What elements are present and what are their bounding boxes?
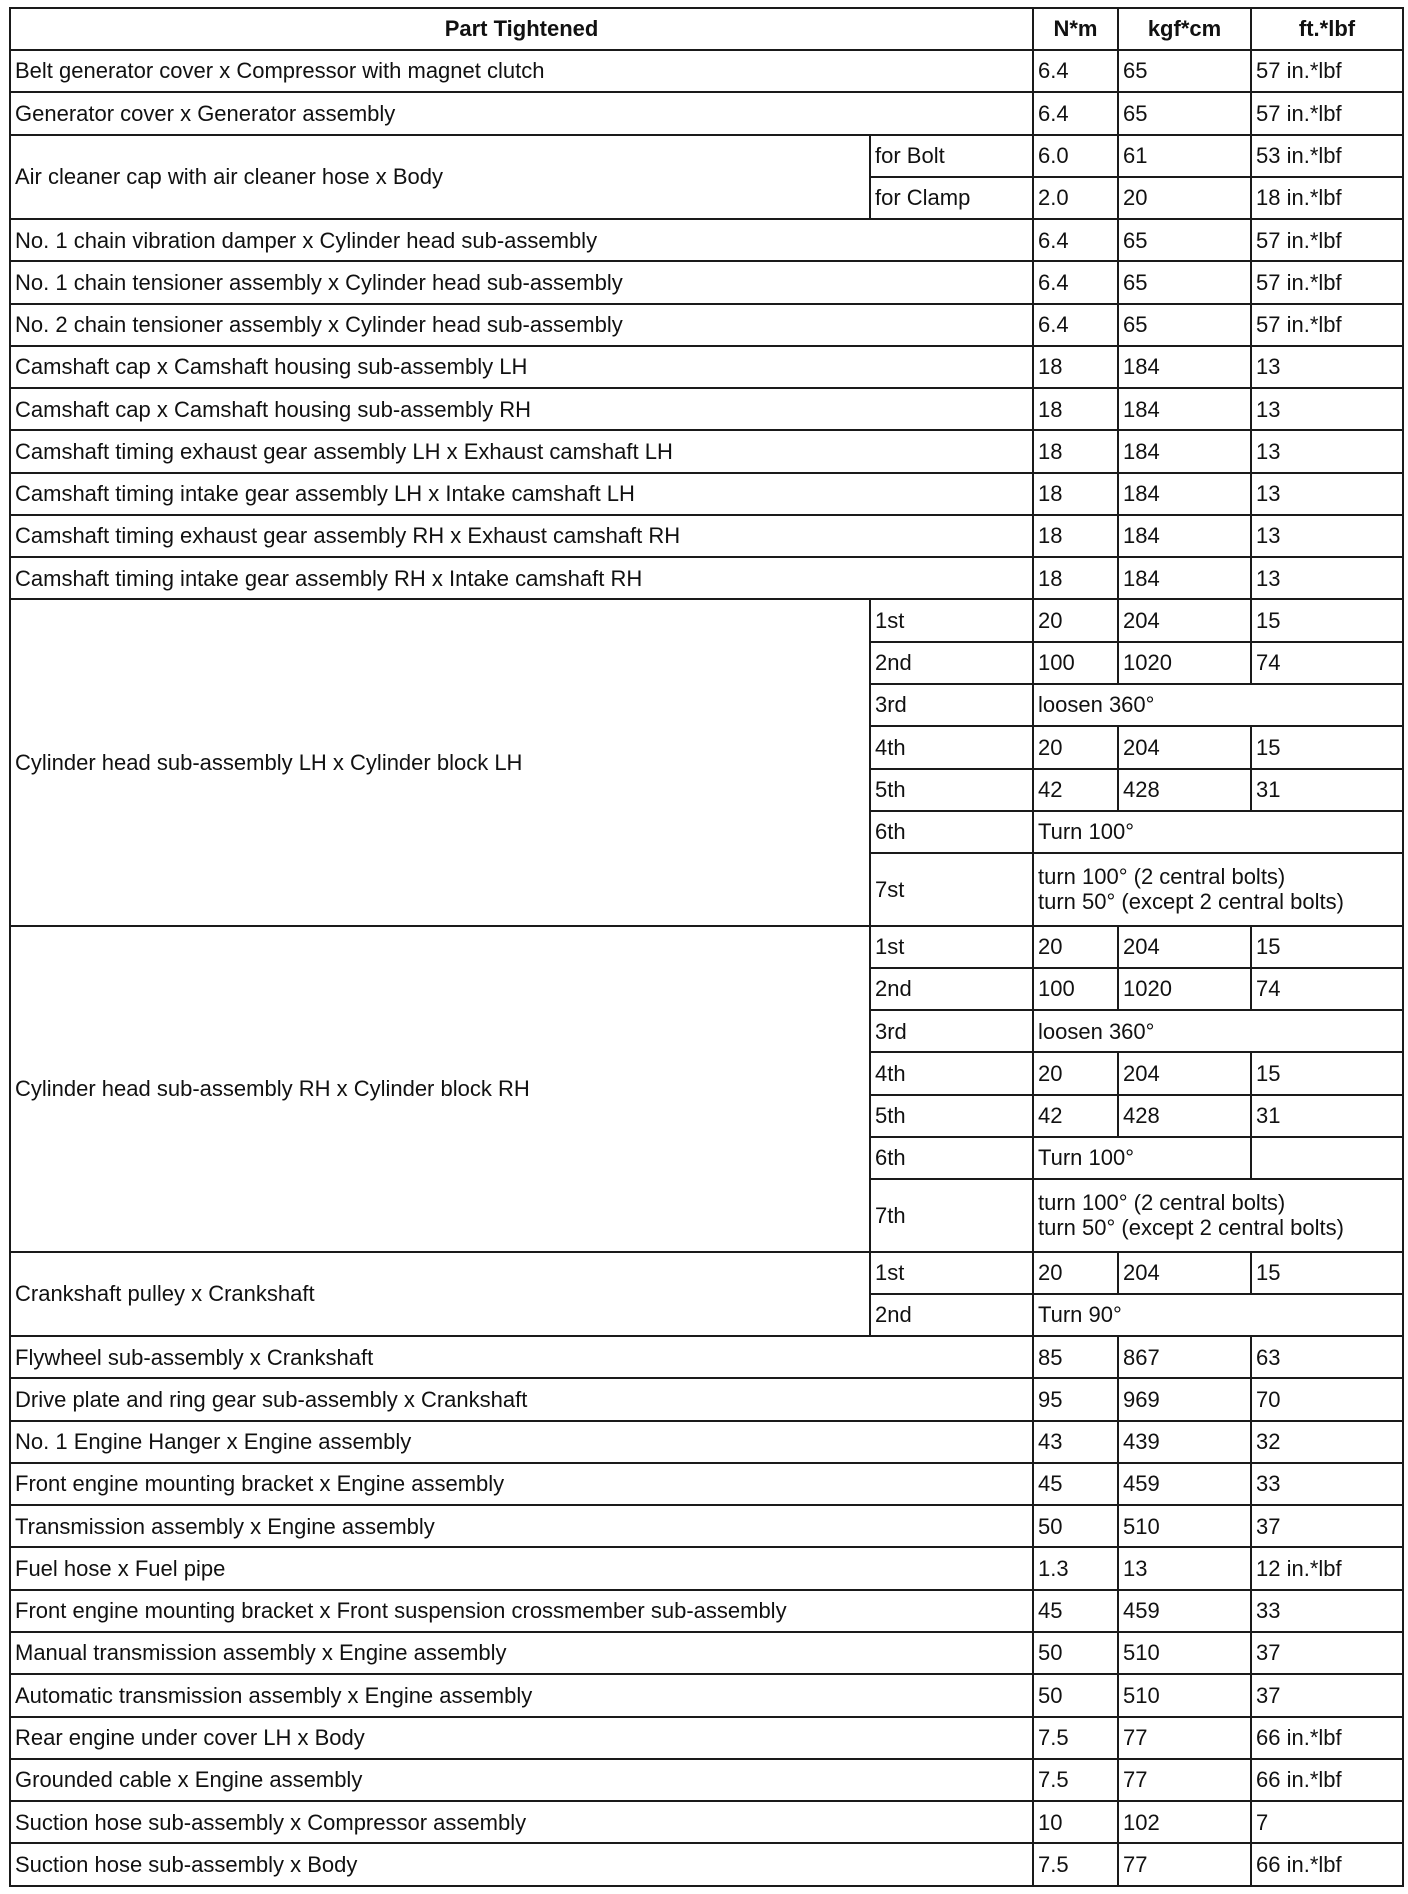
part-name: No. 1 Engine Hanger x Engine assembly — [10, 1421, 1033, 1463]
torque-kgf-cm: 439 — [1118, 1421, 1251, 1463]
part-name: Flywheel sub-assembly x Crankshaft — [10, 1336, 1033, 1378]
torque-nm: 20 — [1033, 926, 1118, 968]
torque-kgf-cm: 867 — [1118, 1336, 1251, 1378]
torque-nm: 6.4 — [1033, 50, 1118, 92]
table-row — [10, 219, 1403, 261]
table-row — [10, 346, 1403, 388]
part-name: Cylinder head sub-assembly LH x Cylinder block LH — [10, 599, 870, 925]
torque-kgf-cm: 65 — [1118, 304, 1251, 346]
header-nm: N*m — [1033, 8, 1118, 50]
torque-nm: 18 — [1033, 557, 1118, 599]
torque-ft-lbf: 12 in.*lbf — [1251, 1547, 1403, 1589]
step-label: 1st — [870, 926, 1033, 968]
torque-kgf-cm: 204 — [1118, 926, 1251, 968]
table-row — [10, 926, 1403, 968]
torque-kgf-cm: 20 — [1118, 177, 1251, 219]
step-label: for Clamp — [870, 177, 1033, 219]
table-row — [10, 1717, 1403, 1759]
torque-ft-lbf: 57 in.*lbf — [1251, 50, 1403, 92]
torque-nm: 18 — [1033, 473, 1118, 515]
step-label: 5th — [870, 769, 1033, 811]
torque-ft-lbf: 33 — [1251, 1463, 1403, 1505]
part-name: Suction hose sub-assembly x Body — [10, 1843, 1033, 1886]
part-name: No. 1 chain vibration damper x Cylinder head sub-assembly — [10, 219, 1033, 261]
torque-kgf-cm: 510 — [1118, 1505, 1251, 1547]
torque-kgf-cm: 184 — [1118, 473, 1251, 515]
step-label: 6th — [870, 811, 1033, 853]
part-name: Transmission assembly x Engine assembly — [10, 1505, 1033, 1547]
torque-nm: 18 — [1033, 430, 1118, 472]
torque-nm: 20 — [1033, 1252, 1118, 1294]
torque-ft-lbf: 57 in.*lbf — [1251, 92, 1403, 134]
part-name: Camshaft cap x Camshaft housing sub-assembly RH — [10, 388, 1033, 430]
part-name: Suction hose sub-assembly x Compressor assembly — [10, 1801, 1033, 1843]
torque-kgf-cm: 102 — [1118, 1801, 1251, 1843]
table-row — [10, 1590, 1403, 1632]
torque-kgf-cm: 204 — [1118, 1052, 1251, 1094]
torque-kgf-cm: 510 — [1118, 1674, 1251, 1716]
step-label: 7st — [870, 853, 1033, 925]
step-label: 7th — [870, 1179, 1033, 1251]
torque-kgf-cm: 184 — [1118, 515, 1251, 557]
torque-ft-lbf: 15 — [1251, 726, 1403, 768]
step-instruction — [1033, 853, 1403, 925]
part-name: No. 1 chain tensioner assembly x Cylinder head sub-assembly — [10, 261, 1033, 303]
torque-ft-lbf: 74 — [1251, 642, 1403, 684]
torque-ft-lbf: 57 in.*lbf — [1251, 304, 1403, 346]
header-kgf-cm: kgf*cm — [1118, 8, 1251, 50]
torque-nm: 50 — [1033, 1505, 1118, 1547]
torque-ft-lbf: 32 — [1251, 1421, 1403, 1463]
torque-kgf-cm: 969 — [1118, 1378, 1251, 1420]
torque-kgf-cm: 77 — [1118, 1717, 1251, 1759]
step-label: 2nd — [870, 1294, 1033, 1336]
torque-ft-lbf: 74 — [1251, 968, 1403, 1010]
torque-ft-lbf: 53 in.*lbf — [1251, 135, 1403, 177]
torque-nm: 42 — [1033, 1095, 1118, 1137]
torque-kgf-cm: 1020 — [1118, 968, 1251, 1010]
part-name: Camshaft timing exhaust gear assembly LH x Exhaust camshaft LH — [10, 430, 1033, 472]
part-name: Camshaft timing intake gear assembly LH x Intake camshaft LH — [10, 473, 1033, 515]
torque-nm: 20 — [1033, 726, 1118, 768]
part-name: Camshaft timing exhaust gear assembly RH x Exhaust camshaft RH — [10, 515, 1033, 557]
step-instruction-line: turn 50° (except 2 central bolts) — [1038, 889, 1344, 915]
torque-kgf-cm: 65 — [1118, 50, 1251, 92]
table-row — [10, 1336, 1403, 1378]
part-name: Camshaft cap x Camshaft housing sub-assembly LH — [10, 346, 1033, 388]
torque-nm: 18 — [1033, 515, 1118, 557]
torque-ft-lbf: 18 in.*lbf — [1251, 177, 1403, 219]
table-row — [10, 1421, 1403, 1463]
torque-ft-lbf: 37 — [1251, 1505, 1403, 1547]
torque-kgf-cm: 204 — [1118, 1252, 1251, 1294]
table-row — [10, 92, 1403, 134]
torque-nm: 2.0 — [1033, 177, 1118, 219]
torque-nm: 7.5 — [1033, 1843, 1118, 1886]
part-name: Crankshaft pulley x Crankshaft — [10, 1252, 870, 1337]
torque-ft-lbf: 66 in.*lbf — [1251, 1843, 1403, 1886]
part-name: Front engine mounting bracket x Engine assembly — [10, 1463, 1033, 1505]
torque-ft-lbf: 13 — [1251, 557, 1403, 599]
torque-nm: 50 — [1033, 1674, 1118, 1716]
table-row — [10, 1378, 1403, 1420]
table-row — [10, 1843, 1403, 1886]
torque-kgf-cm: 1020 — [1118, 642, 1251, 684]
torque-ft-lbf: 66 in.*lbf — [1251, 1717, 1403, 1759]
step-label: 4th — [870, 1052, 1033, 1094]
table-row — [10, 1674, 1403, 1716]
torque-nm: 10 — [1033, 1801, 1118, 1843]
table-row — [10, 1632, 1403, 1674]
step-instruction-line: turn 50° (except 2 central bolts) — [1038, 1215, 1344, 1241]
table-row — [10, 557, 1403, 599]
table-row — [10, 1547, 1403, 1589]
part-name: Rear engine under cover LH x Body — [10, 1717, 1033, 1759]
torque-nm: 42 — [1033, 769, 1118, 811]
torque-ft-lbf: 57 in.*lbf — [1251, 219, 1403, 261]
part-name: No. 2 chain tensioner assembly x Cylinder head sub-assembly — [10, 304, 1033, 346]
step-instruction-line: turn 100° (2 central bolts) — [1038, 1190, 1286, 1216]
torque-ft-lbf: 13 — [1251, 430, 1403, 472]
torque-ft-lbf: 63 — [1251, 1336, 1403, 1378]
empty-cell — [1251, 1137, 1403, 1179]
torque-spec-table — [9, 7, 1404, 1887]
torque-kgf-cm: 184 — [1118, 346, 1251, 388]
torque-nm: 100 — [1033, 642, 1118, 684]
part-name: Front engine mounting bracket x Front suspension crossmember sub-assembly — [10, 1590, 1033, 1632]
torque-nm: 20 — [1033, 599, 1118, 641]
torque-kgf-cm: 184 — [1118, 430, 1251, 472]
table-row — [10, 304, 1403, 346]
part-name: Grounded cable x Engine assembly — [10, 1759, 1033, 1801]
step-label: 6th — [870, 1137, 1033, 1179]
torque-ft-lbf: 37 — [1251, 1632, 1403, 1674]
table-row — [10, 1463, 1403, 1505]
header-row — [10, 8, 1403, 50]
torque-ft-lbf: 15 — [1251, 1252, 1403, 1294]
torque-ft-lbf: 15 — [1251, 926, 1403, 968]
torque-nm: 1.3 — [1033, 1547, 1118, 1589]
torque-nm: 6.4 — [1033, 92, 1118, 134]
torque-nm: 6.4 — [1033, 261, 1118, 303]
torque-nm: 6.4 — [1033, 219, 1118, 261]
torque-nm: 85 — [1033, 1336, 1118, 1378]
table-row — [10, 473, 1403, 515]
torque-kgf-cm: 428 — [1118, 769, 1251, 811]
part-name: Cylinder head sub-assembly RH x Cylinder block RH — [10, 926, 870, 1252]
table-row — [10, 388, 1403, 430]
header-part-tightened: Part Tightened — [10, 8, 1033, 50]
torque-ft-lbf: 33 — [1251, 1590, 1403, 1632]
table-row — [10, 1252, 1403, 1294]
torque-nm: 43 — [1033, 1421, 1118, 1463]
table-row — [10, 1801, 1403, 1843]
torque-kgf-cm: 13 — [1118, 1547, 1251, 1589]
step-label: for Bolt — [870, 135, 1033, 177]
table-row — [10, 50, 1403, 92]
table-row — [10, 261, 1403, 303]
torque-kgf-cm: 459 — [1118, 1590, 1251, 1632]
step-label: 1st — [870, 599, 1033, 641]
torque-ft-lbf: 15 — [1251, 1052, 1403, 1094]
torque-nm: 20 — [1033, 1052, 1118, 1094]
part-name: Automatic transmission assembly x Engine assembly — [10, 1674, 1033, 1716]
torque-kgf-cm: 204 — [1118, 726, 1251, 768]
torque-nm: 18 — [1033, 388, 1118, 430]
torque-kgf-cm: 77 — [1118, 1843, 1251, 1886]
torque-ft-lbf: 57 in.*lbf — [1251, 261, 1403, 303]
torque-kgf-cm: 65 — [1118, 219, 1251, 261]
step-instruction: Turn 90° — [1033, 1294, 1403, 1336]
step-instruction-line: turn 100° (2 central bolts) — [1038, 863, 1286, 889]
torque-ft-lbf: 13 — [1251, 515, 1403, 557]
part-name: Manual transmission assembly x Engine assembly — [10, 1632, 1033, 1674]
step-label: 4th — [870, 726, 1033, 768]
torque-ft-lbf: 37 — [1251, 1674, 1403, 1716]
step-label: 3rd — [870, 684, 1033, 726]
torque-ft-lbf: 66 in.*lbf — [1251, 1759, 1403, 1801]
part-name: Fuel hose x Fuel pipe — [10, 1547, 1033, 1589]
torque-kgf-cm: 65 — [1118, 261, 1251, 303]
part-name: Belt generator cover x Compressor with magnet clutch — [10, 50, 1033, 92]
torque-kgf-cm: 65 — [1118, 92, 1251, 134]
torque-kgf-cm: 184 — [1118, 388, 1251, 430]
part-name: Drive plate and ring gear sub-assembly x Crankshaft — [10, 1378, 1033, 1420]
torque-ft-lbf: 13 — [1251, 473, 1403, 515]
torque-kgf-cm: 428 — [1118, 1095, 1251, 1137]
torque-nm: 45 — [1033, 1590, 1118, 1632]
torque-ft-lbf: 13 — [1251, 388, 1403, 430]
table-body — [10, 50, 1403, 1886]
step-label: 2nd — [870, 642, 1033, 684]
torque-nm: 7.5 — [1033, 1717, 1118, 1759]
torque-ft-lbf: 7 — [1251, 1801, 1403, 1843]
table-row — [10, 515, 1403, 557]
step-instruction — [1033, 1179, 1403, 1251]
torque-ft-lbf: 31 — [1251, 769, 1403, 811]
step-instruction: loosen 360° — [1033, 1010, 1403, 1052]
torque-nm: 50 — [1033, 1632, 1118, 1674]
torque-nm: 6.0 — [1033, 135, 1118, 177]
torque-kgf-cm: 61 — [1118, 135, 1251, 177]
table-row — [10, 135, 1403, 177]
header-ft-lbf: ft.*lbf — [1251, 8, 1403, 50]
step-instruction: Turn 100° — [1033, 1137, 1251, 1179]
torque-kgf-cm: 184 — [1118, 557, 1251, 599]
part-name: Camshaft timing intake gear assembly RH x Intake camshaft RH — [10, 557, 1033, 599]
torque-ft-lbf: 15 — [1251, 599, 1403, 641]
torque-kgf-cm: 77 — [1118, 1759, 1251, 1801]
torque-ft-lbf: 70 — [1251, 1378, 1403, 1420]
step-label: 5th — [870, 1095, 1033, 1137]
torque-nm: 45 — [1033, 1463, 1118, 1505]
part-name: Air cleaner cap with air cleaner hose x Body — [10, 135, 870, 220]
step-label: 1st — [870, 1252, 1033, 1294]
part-name: Generator cover x Generator assembly — [10, 92, 1033, 134]
torque-nm: 6.4 — [1033, 304, 1118, 346]
torque-kgf-cm: 510 — [1118, 1632, 1251, 1674]
torque-ft-lbf: 31 — [1251, 1095, 1403, 1137]
table-row — [10, 1759, 1403, 1801]
torque-nm: 18 — [1033, 346, 1118, 388]
step-instruction: Turn 100° — [1033, 811, 1403, 853]
torque-nm: 7.5 — [1033, 1759, 1118, 1801]
table-row — [10, 599, 1403, 641]
torque-kgf-cm: 204 — [1118, 599, 1251, 641]
torque-nm: 100 — [1033, 968, 1118, 1010]
torque-nm: 95 — [1033, 1378, 1118, 1420]
step-instruction: loosen 360° — [1033, 684, 1403, 726]
table-row — [10, 1505, 1403, 1547]
step-label: 3rd — [870, 1010, 1033, 1052]
step-label: 2nd — [870, 968, 1033, 1010]
torque-ft-lbf: 13 — [1251, 346, 1403, 388]
table-row — [10, 430, 1403, 472]
torque-kgf-cm: 459 — [1118, 1463, 1251, 1505]
